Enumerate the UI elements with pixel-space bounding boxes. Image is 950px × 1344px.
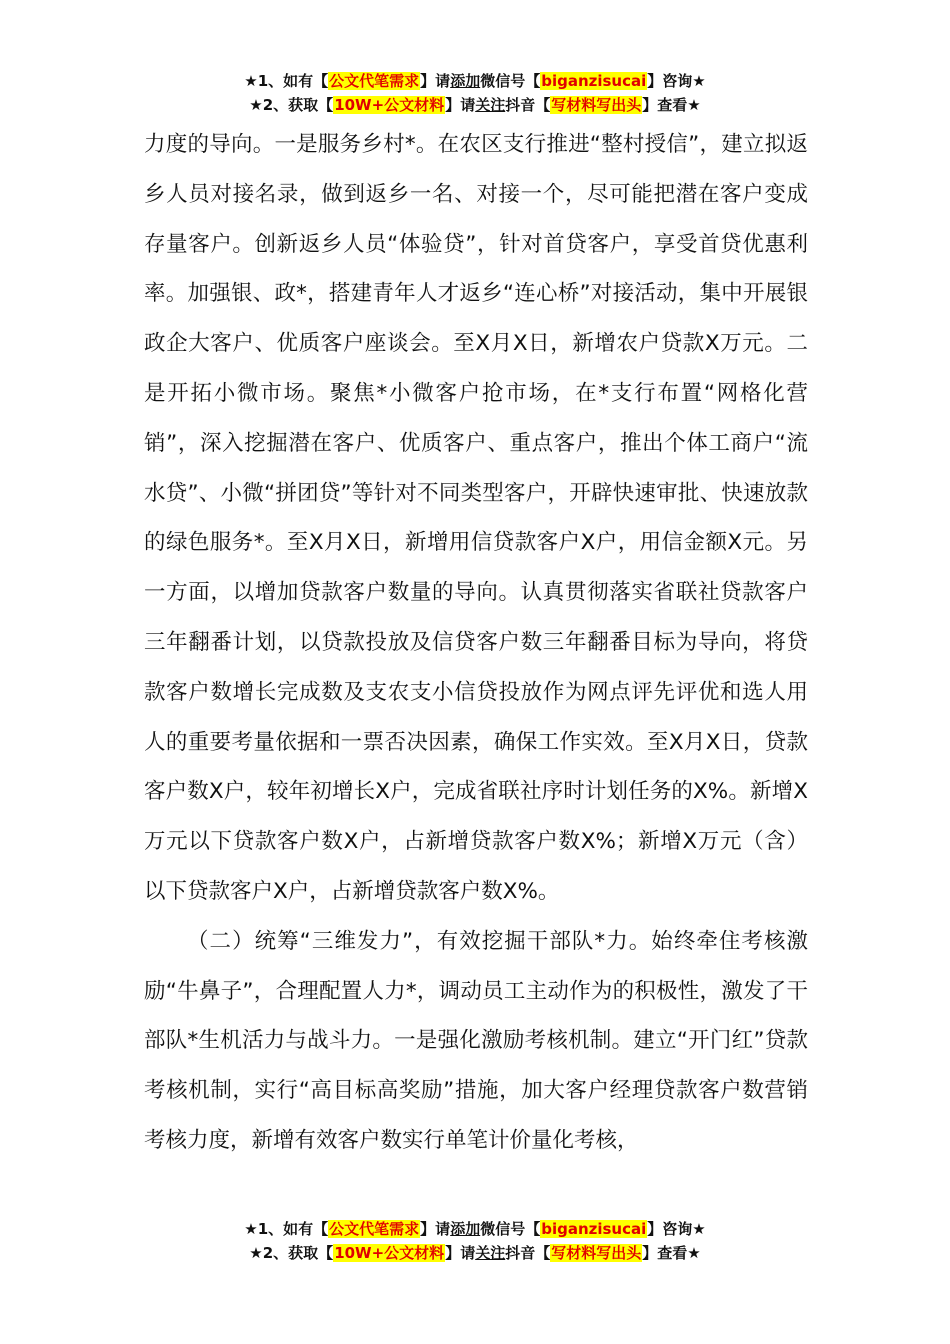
promo-1-suffix: 】咨询★ (647, 72, 706, 90)
promo-line-1 (0, 70, 950, 94)
footer-promo-1-highlight-service: 公文代笔需求 (329, 1220, 420, 1238)
promo-2-emphasis: 关注 (475, 96, 506, 114)
promo-2-mid2: 抖音【 (505, 96, 551, 114)
footer-promo-2-suffix: 】查看★ (642, 1244, 701, 1262)
footer-promo-2-highlight-douyin: 写材料写出头 (551, 1244, 642, 1262)
body-paragraph-2: （二）统筹“三维发力”，有效挖掘干部队*力。始终牵住考核激励“牛鼻子”，合理配置人力*，调动员工主动作为的积极性，激发了干部队*生机活力与战斗力。一是强化激励考核机制。建立“开门红”贷款考核机制，实行“高目标高奖励”措施，加大客户经理贷款客户数营销考核力度，新增有效客户数实行单笔计价量化考核， (144, 928, 808, 1153)
body-paragraph-1: 力度的导向。一是服务乡村*。在农区支行推进“整村授信”，建立拟返乡人员对接名录，做到返乡一名、对接一个，尽可能把潜在客户变成存量客户。创新返乡人员“体验贷”，针对首贷客户，享受首贷优惠利率。加强银、政*，搭建青年人才返乡“连心桥”对接活动，集中开展银政企大客户、优质客户座谈会。至X月X日，新增农户贷款X万元。二是开拓小微市场。聚焦*小微客户抢市场，在*支行布置“网格化营销”，深入挖掘潜在客户、优质客户、重点客户，推出个体工商户“流水贷”、小微“拼团贷”等针对不同类型客户，开辟快速审批、快速放款的绿色服务*。至X月X日，新增用信贷款客户X户，用信金额X元。另一方面，以增加贷款客户数量的导向。认真贯彻落实省联社贷款客户三年翻番计划，以贷款投放及信贷客户数三年翻番目标为导向，将贷款客户数增长完成数及支农支小信贷投放作为网点评先评优和选人用人的重要考量依据和一票否决因素，确保工作实效。至X月X日，贷款客户数X户，较年初增长X户，完成省联社序时计划任务的X%。新增X万元以下贷款客户数X户，占新增贷款客户数X%；新增X万元（含）以下贷款客户X户，占新增贷款客户数X%。 (144, 132, 808, 904)
footer-promo-2-prefix: ★2、获取【 (249, 1244, 334, 1262)
footer-promo-banner (0, 1218, 950, 1266)
document-body (144, 120, 808, 1166)
footer-promo-1-suffix: 】咨询★ (647, 1220, 706, 1238)
footer-promo-1-highlight-wechat: biganzisucai (541, 1220, 647, 1238)
promo-1-prefix: ★1、如有【 (244, 72, 329, 90)
footer-promo-line-2 (0, 1242, 950, 1266)
promo-1-highlight-service: 公文代笔需求 (329, 72, 420, 90)
promo-2-suffix: 】查看★ (642, 96, 701, 114)
promo-1-emphasis: 添加 (450, 72, 481, 90)
footer-promo-1-prefix: ★1、如有【 (244, 1220, 329, 1238)
promo-2-highlight-materials: 10W+公文材料 (334, 96, 445, 114)
promo-2-highlight-douyin: 写材料写出头 (551, 96, 642, 114)
promo-1-mid: 】请 (420, 72, 451, 90)
footer-promo-1-emphasis: 添加 (450, 1220, 481, 1238)
footer-promo-line-1 (0, 1218, 950, 1242)
promo-line-2 (0, 94, 950, 118)
promo-1-mid2: 微信号【 (480, 72, 541, 90)
header-promo-banner (0, 70, 950, 118)
footer-promo-2-mid: 】请 (445, 1244, 476, 1262)
footer-promo-1-mid: 】请 (420, 1220, 451, 1238)
footer-promo-2-emphasis: 关注 (475, 1244, 506, 1262)
footer-promo-2-highlight-materials: 10W+公文材料 (334, 1244, 445, 1262)
footer-promo-1-mid2: 微信号【 (480, 1220, 541, 1238)
promo-1-highlight-wechat: biganzisucai (541, 72, 647, 90)
footer-promo-2-mid2: 抖音【 (505, 1244, 551, 1262)
promo-2-prefix: ★2、获取【 (249, 96, 334, 114)
promo-2-mid: 】请 (445, 96, 476, 114)
